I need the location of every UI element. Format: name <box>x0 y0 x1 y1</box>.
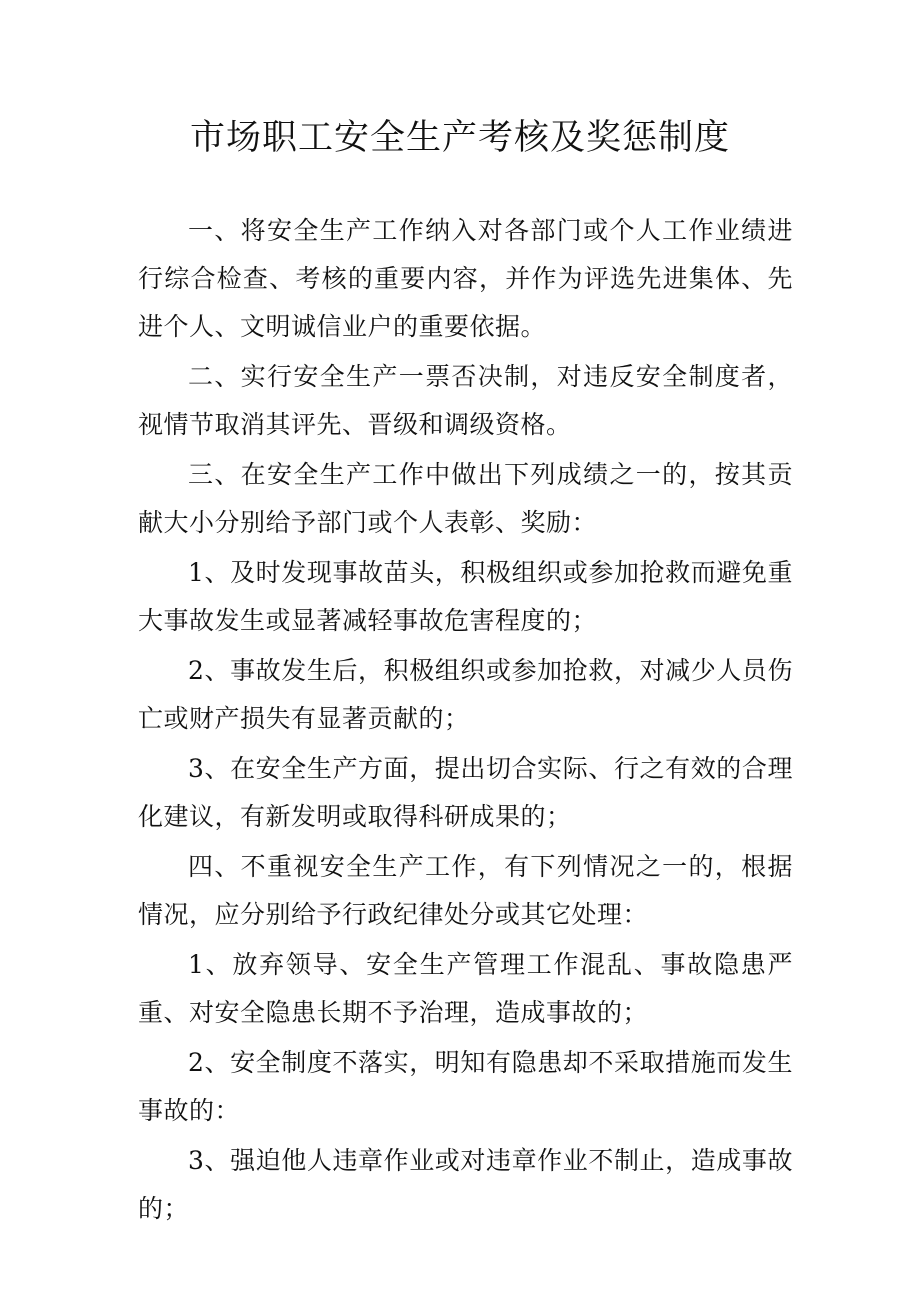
paragraph-9: 2、安全制度不落实，明知有隐患却不采取措施而发生事故的： <box>138 1048 793 1125</box>
paragraph-10: 3、强迫他人违章作业或对违章作业不制止，造成事故的； <box>138 1146 793 1223</box>
paragraph-7: 四、不重视安全生产工作，有下列情况之一的，根据情况，应分别给予行政纪律处分或其它处理： <box>138 852 793 929</box>
paragraph-3: 三、在安全生产工作中做出下列成绩之一的，按其贡献大小分别给予部门或个人表彰、奖励： <box>138 460 793 537</box>
document-title: 市场职工安全生产考核及奖惩制度 <box>189 118 730 158</box>
paragraph-5: 2、事故发生后，积极组织或参加抢救，对减少人员伤亡或财产损失有显著贡献的； <box>138 656 793 733</box>
document-body <box>138 207 793 1233</box>
paragraph-8: 1、放弃领导、安全生产管理工作混乱、事故隐患严重、对安全隐患长期不予治理，造成事故的； <box>138 950 793 1027</box>
paragraph-1: 一、将安全生产工作纳入对各部门或个人工作业绩进行综合检查、考核的重要内容，并作为评选先进集体、先进个人、文明诚信业户的重要依据。 <box>138 216 793 341</box>
paragraph-2: 二、实行安全生产一票否决制，对违反安全制度者，视情节取消其评先、晋级和调级资格。 <box>138 362 793 439</box>
paragraph-4: 1、及时发现事故苗头，积极组织或参加抢救而避免重大事故发生或显著减轻事故危害程度的； <box>138 558 793 635</box>
paragraph-6: 3、在安全生产方面，提出切合实际、行之有效的合理化建议，有新发明或取得科研成果的； <box>138 754 793 831</box>
